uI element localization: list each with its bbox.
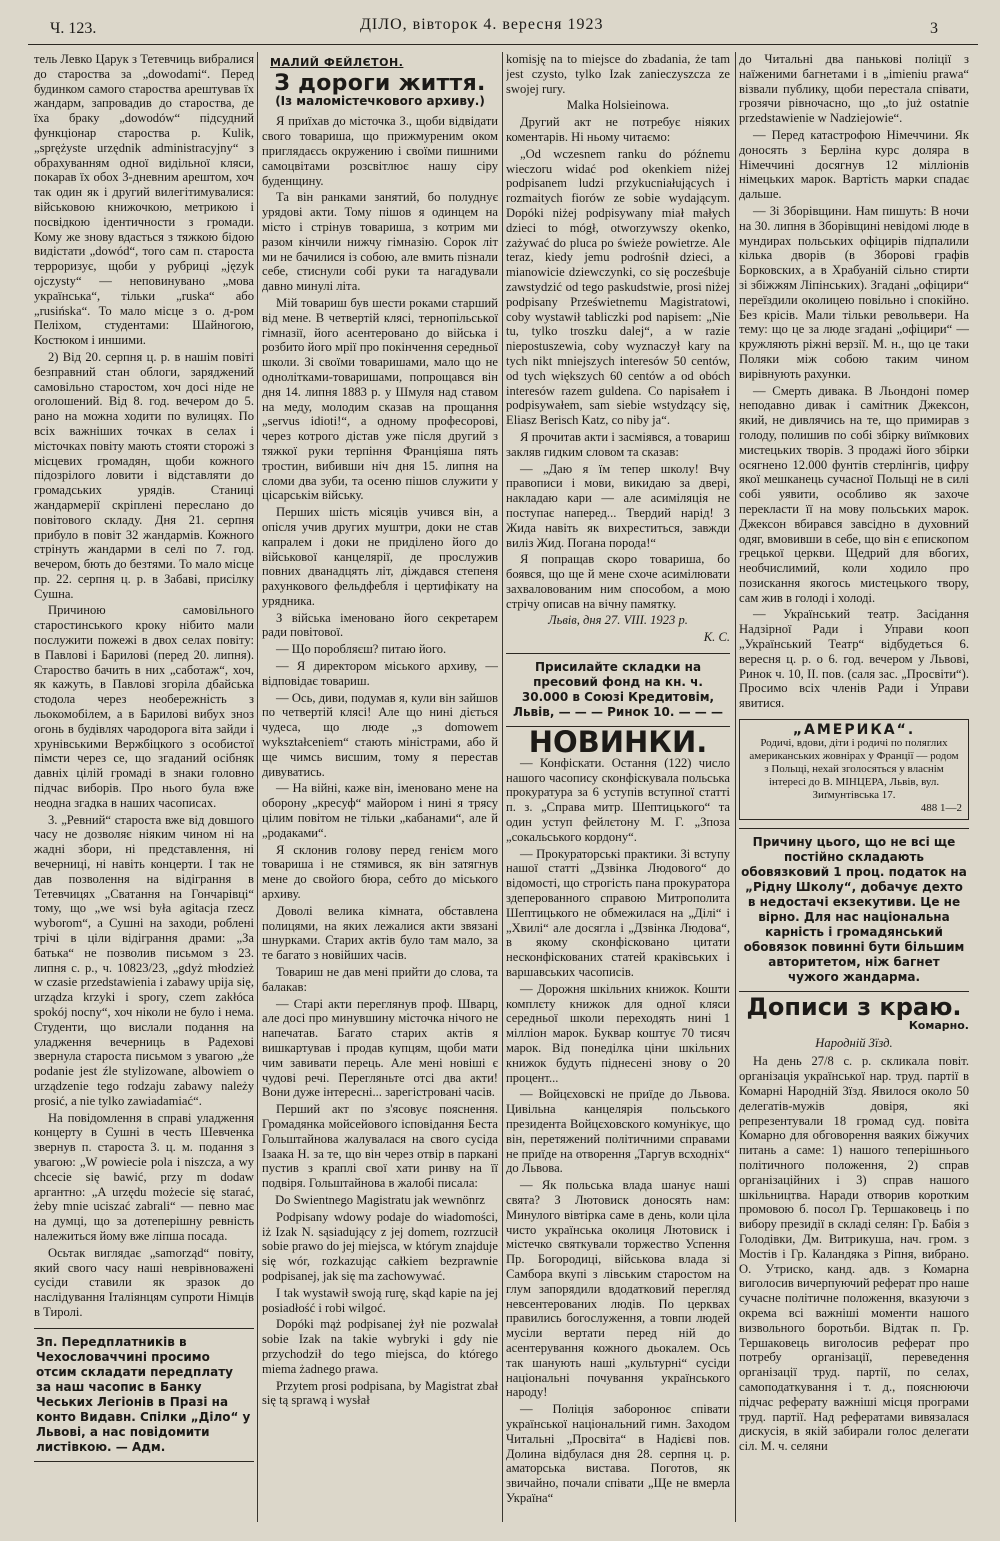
article-paragraph: — Що поробляєш? питаю його. xyxy=(276,642,447,657)
article-paragraph: Мій товариш був шести роками старший від мене. В четвертій клясі, тернопільської гімназії, його асентеровано до війська і розбито його мрії про покінчення середньої школи. Зі своїми товаришами, мало що не однолітками-товаришами, попрощався він дня 14. липня 1883 р. у Шмуля над ставом на меду, молодим сказав на прощання „servus idioti!“, а одному професорові, через котрого дістав уже після другий з тяжкої руки терпіння Франціяша пять тростин, вибивши ніч дня 15. липня на сломи два зуби, та осеню пішов служити у цісарськім війську. xyxy=(262,295,498,503)
article-paragraph: Перших шість місяців учився він, а опісля учив других муштри, доки не став капралем і доки не приділено його до військової канцелярії, де прослужив повних дванадцять літ, діждався степеня рахункового фельдфебля і цертифікату на урядника. xyxy=(262,505,498,608)
letter-address: Do Swientnego Magistratu jak wewnönrz xyxy=(275,1192,485,1207)
article-paragraph: Та він ранками занятий, бо полуднує урядові акти. Тому пішов я одинцем на місто і стрінув товариша, з котрим ми разом кінчили нижчу гімназію. Сорок літ ми не бачилися із собою, але вмить пізнали себе, стиснули собі руки та нагадували давно минулі літа. xyxy=(262,190,498,294)
advertisement-america xyxy=(739,719,969,820)
article-paragraph: до Читальні два панькові поліції з наїженими багнетами і в „imieniu prawa“ візвали публику, щоби перестала співати, грозячи рівночасно, що „to już ostatnie przedstawienie w Nadziejowie“. xyxy=(739,52,969,126)
article-paragraph: — Ось, диви, подумав я, кули він зайшов по четвертій клясі! Але що нині діється чудеса, що люде „з domowem wykształceniem“ стають міністрами, або й ще чимсь висшим, тому я перестав дивуватись. xyxy=(262,690,498,779)
column-1 xyxy=(34,52,254,1522)
article-paragraph: komisję na to miejsce do zbadania, że tam jest czysto, tylko Izak zanieczyszcza ze swojej rury. xyxy=(506,52,730,96)
article-paragraph: Доволі велика кімната, обставлена полицями, на яких лежалися акти звязані шнурками. Старих актів було там мало, за те багато з новійших часів. xyxy=(262,903,498,963)
news-item: — Войцєховскі не приїде до Львова. Цивільна канцелярія польського президента Войцєховского комунікує, що він, перетяжений політичними справами не приїде на отворення „Таргув всходніх“ до Львова. xyxy=(506,1087,730,1176)
news-item: — Конфіскати. Остання (122) число нашого часопису сконфіскувала польська прокуратура за 6 уступів вступної статті п. з. „Справа митр. Шептицького“ та один уступ фейлєтону М. Г. „Зпоза „сокальського кордону“. xyxy=(506,755,730,844)
column-2 xyxy=(262,52,498,1522)
article-paragraph: „Od wczesnem ranku do późnemu wieczoru widać pod okenkiem niżej podpisanem ludzi przykucniałujących i rozmaitych fiorów ze sobie wydającym. Dopóki niżej podpisywany miał małych dzieci to mógł, otworzywszy okenko, zażywać do pluca po świeże powietrze. Ale teraz, kiedy jemu podrośnił dzieci, а mianowicie dziewczynki, co się pocześbuje zawstydzić od tego paskudstwie, prosi niżej podpisany Prześwietnemu Magistratowi, coby wystawił tabliczki pod napisem: „Nie tu, tylko troszku dalej“, а w razie niepostuszewia, coby wyznaczył kary na tych nikt mniejszych interesów 50 centów, od tych większych 60 centów а od obóch interesów razem guldena. Co napisałem i podpisywałem, sam siebie wstydzący się, Eliasz Berisch Katz, со niby ja“. xyxy=(506,146,730,428)
news-item: — Поліція заборонює співати української національний гимн. Заходом Читальні „Просвіта“ в Надієві пов. Долина відбулася дня 28. серпня ц. р. аматорська вистава. Поготов, як звичайно, почали співати „Ще не вмерла Україна“ xyxy=(506,1402,730,1505)
column-divider xyxy=(502,52,503,1522)
subscriber-notice: Зп. Передплатників в Чехословаччині просимо отсим складати передплату за наш часопис в Банку Чеських Легіонів в Празі на конто Видавн. Спілки „Діло“ у Львові, а нас повідомити листівкою. — Адм. xyxy=(34,1328,254,1462)
ad-code: 488 1—2 xyxy=(920,802,962,815)
article-paragraph: Товариш не дав мені прийти до слова, та балакав: xyxy=(262,965,498,994)
article-paragraph: Причиною самовільного старостинського кроку нібито мали послужити пожежі в двох селах повіту: в Павлові і Барилові (перед 20. липня). Староство бачить в них „саботаж“, хоч, як кажуть, в Павлові згоріла дбайська стодола через необережність з льокомобілем, а в Барилові вибух зноз огонь в будівлях чародорога віта зайди і хрунівськими Вержбіцкого з особистої пімсти через се, що згаданий осібняк давніх цілій громаді в знаки головно підчас виборів. Про нього була вже неодна згадка в наших часописах. xyxy=(34,603,254,810)
article-paragraph: Осьтак виглядає „samorząd“ повіту, який свого часу наші неврівноважені сусіди ставили як зразок до наслідування Італіянцям супроти Німців в Тиролі. xyxy=(34,1245,254,1319)
dateline: Львів, дня 27. VIII. 1923 р. xyxy=(548,613,688,628)
article-paragraph: — Я директором міського архиву, — відповідає товариш. xyxy=(262,659,498,688)
article-paragraph: Я попращав скоро товариша, бо боявся, що ще й мене схоче асимілювати захваловованим ним способом, а мою стрічу описав на вічну памятку. xyxy=(506,552,730,611)
article-paragraph: На день 27/8 с. р. скликала повіт. організація української нар. труд. партії в Комарні Народній Зїзд. Явилося около 50 делегатів-мужів довіря, які репрезентували 18 громад суд. повіта Комарно для обговорення ваяких біжучих питань а саме: 1) нашого теперішнього політичного положення, 2) справ організаційних і 3) справ нашого шкільництва. Наради отворив коротким промовою б. посол Гр. Тершаковець і по вибору президії в складі селян: Гр. Бабія з Голодівки, Дм. Витрикуша, нач. гром. з Мостів і Гр. Каландяка з Ріпня, вибрано. О. Утриско, канд. адв. з Комарна виголосив вичерпуючий реферат про наше сучасне політичне положення, вказуючи з окрема всі важніші моменти нашого визвольного боротьби. Відтак п. Гр. Тершаковець виголосив реферат про потребу організації, переведення організації труд. партії, по селах, самоподаткування і т. д., пояснюючи підчас реферату важніші місця програми труд. партії. Над рефератами вивязалася дискусія, в якій забирали голос делегати сіл. М. ч. селяни xyxy=(739,1054,969,1454)
article-paragraph: Я прочитав акти і засміявся, а товариш закляв гидким словом та сказав: xyxy=(506,429,730,459)
page-header xyxy=(0,0,1000,48)
column-3 xyxy=(506,52,730,1522)
signature: К. С. xyxy=(703,630,730,645)
news-item: — Як польська влада шанує наші свята? З Лютовиск доносять нам: Минулого вівтірка саме в день, коли ціла чисто українська околиця Лютовиск і містечко святкували торжество Успення Пр. Богородиці, військова влада зі Самбора вкупі з лівським старостом на глум запорядили вдодатковий перегляд невсентерованих людів. По церквах правились богослуження, а товпи людей мусіли вертати перед ній до асентерування кожного дьокалем. Ось так шанують наші „культурні“ сусіди національні почування українського народу! xyxy=(506,1178,730,1400)
ad-title: „АМЕРИКА“. xyxy=(792,722,916,739)
correspondence-heading: Дописи з краю. xyxy=(746,993,962,1022)
article-paragraph: — Старі акти переглянув проф. Шварц, але досі про минувшину місточка нічого не напечатав. Багато старих актів я вишкартував і продав купцям, щоби мати чим завивати перець. Але мені новіші є чудові речі. Перегляньте отсі два акти! Вони дуже інтересні... зарегістровані часів. xyxy=(262,996,498,1100)
news-item: — Зі Зборівщини. Нам пишуть: В ночи на 30. липня в Зборівщині невідомі люде в мундирах польських офіцирів підпалили кілька дворів (в Зборові графів Борковских, а в Храбуаній сільно стирти зі збіжжям Ліпінських). Згадані „офіцири“ переїздили околицею повільно і спокійно. Без крісів. Мали тільки револьвери. На тему: що це за люде згадані „офіцири“ — кружляють ріжні верзії. М. н., що це таки Поляки між собою таким чином вирівнують рахунки. xyxy=(739,203,969,381)
column-4 xyxy=(739,52,969,1522)
news-item: — Прокураторські практики. Зі вступу нашої статті „Дзвінка Людового“ до відомості, що строгість пана прокуратора здеперованного справою Митрополита Шептицького не обмежилася на „Ділі“ і „Хвилі“ але досягла і „Дзвінка Людова“, в якому сконфісковано цитати несконфіскованих статей краківських і варшавських часописів. xyxy=(506,846,730,980)
article-paragraph: — „Даю я їм тепер школу! Вчу правописи і мови, викидаю за двері, накладаю кари — але асиміляція не поступає наперед... Твердий нарід! З Жида навіть як вихреститься, завжди виліз Жид. Погана порода!“ xyxy=(506,461,730,550)
article-paragraph: Podpisany wdowy podaje do wiadomości, iż Izak N. sąsiadujący z jej domem, rozrzucił sobie prawo do jej miejsca, w którym znajduje się wór, rozkazując całkiem bezprawnie podpisanej, jak się ma zachowywać. xyxy=(262,1209,498,1283)
column-divider xyxy=(257,52,258,1522)
article-paragraph: — На війні, каже він, іменовано мене на оборону „кресуф“ майором і нині я трясу цілим повітом не тільки „кабанами“, але й „родаками“. xyxy=(262,781,498,840)
article-paragraph: 2) Від 20. серпня ц. р. в нашім повіті безправний стан облоги, заряджений самовільно старостом, хоч досі ніде не оголошений. Від 8. год. вечером до 5. рано на можна ходити по вулицях. По всіх важніших точках в селах і місточках повіту мають стояти сторожі з місцевих громадян, щоби кожного підозрілого ловити і відставляти до громадських урядів. Станиці жандармерії скріплені переслано до повітового складу. Дня 21. серпня прибуло в повіт 32 жандармів. Кожного стрінуть жандарми в селі по 7. год. вечером, бють до безтями. То мало місце пр. 22. серпня ц. р. в Забаві, присілку Сушна. xyxy=(34,349,254,601)
article-paragraph: Przytem prosi podpisana, by Magistrat zbał się tą sprawą i wysłał xyxy=(262,1378,498,1408)
feuilleton-title: З дороги життя. xyxy=(274,70,486,96)
news-item: — Український театр. Засідання Надзірної Ради і Управи кооп „Український Театр“ відбудеться 6. вересня ц. р. о 6. год. вечером у Львові, Ринок ч. 10, II. пов. (саля зас. „Просвіти“). Просимо всіх членів Ради і Управи явитися. xyxy=(739,607,969,711)
news-item: — Смерть дивака. В Льондоні помер неподавно дивак і самітник Джексон, який, не дивлячись на те, що примирав з голоду, полишив по собі збірку виїмкових мистецьких творів. З продажі його збірки осягнено 12.000 фунтів стерлінгів, цифру якої мешканець сучасної Польщі не в силі собі уявити, особливо як захоче перекласти її на мову польських марок. Джексон вбирався завсідно в духовний одяг, вмовивши в себе, що він є епископом грецької церкви. Щедрий для вбогих, необчислимий, коли ходило про позискання якогось мистецького твору, сам жив в голоді і холоді. xyxy=(739,383,969,605)
press-fund-box: Присилайте складки на пресовий фонд на кн. ч. 30.000 в Союзі Кредитовім, Львів, — — — Ринок 10. — — — xyxy=(506,653,730,727)
article-paragraph: З війська іменовано його секретарем ради повітової. xyxy=(262,610,498,640)
signature: Malka Holsieinowa. xyxy=(566,98,670,113)
ad-body: Родичі, вдови, діти і родичі по поляглих американських жовнірах у Франції — родом з Польщі, нехай зголосяться у власнім інтересі до В. МІНЦЕРА, Львів, вул. Зиґмунтівська 17. xyxy=(749,737,959,802)
header-rule xyxy=(28,44,978,45)
article-paragraph: 3. „Ревний“ староста вже від довшого часу не дозволяє ніяким чином ні на жадні збори, ні представлення, ні вечерниці, ні навіть концерти. І так не дав позволення на відіграння в Тетевчицях „Сватання на Гончарівці“ тому, що „we wsi była agitacja rzecz wyborom“, а Сушні на заходи, роблені трічі в ціли відіграння драми: „За батька“ не позволив письмом з 23. липня с. р., ч. 10823/23, „gdyż młodzież w czasie przedstawienia i zabawy upija się, urządza krzyki i spory, czem zakłóca spokój nocny“, хоч ніколи не було і нема. Студенти, що вислали подання на уладження вечерниць в Радехові звернула староста письмом з увагою „że podanie jest źle stylizowane, albowiem o urządzenie tego rodzaju zabawy należy prosić, a nie tylko zawiadamiać“. xyxy=(34,812,254,1108)
feuilleton-subtitle: (Із маломістечкового архиву.) xyxy=(275,93,485,108)
article-paragraph: Я приїхав до місточка З., щоби відвідати свого товариша, що прижмуреним оком приглядаєсь окружению і своїми пишними самоцвітами розсвітлює нашу сіру буденщину. xyxy=(262,114,498,188)
masthead-date: ДІЛО, вівторок 4. вересня 1923 xyxy=(360,16,604,33)
article-paragraph: Я склонив голову перед генієм мого товариша і не стямився, як він затягнув мене до свойого бюра, себто до міського архиву. xyxy=(262,842,498,902)
page-number: 3 xyxy=(930,20,938,37)
article-paragraph: Dopóki mąż podpisanej żył nie pozwalał sobie Izak na takie wybryki i gdy nie przychodził do tego miejsca, do którego miema żadnego prawa. xyxy=(262,1317,498,1376)
section-heading: МАЛИЙ ФЕЙЛЄТОН. xyxy=(270,56,404,69)
news-item: — Дорожня шкільних книжок. Кошти комплєту книжок для одної кляси середньої школи переходять нині 1 мілліон марок. Буквар коштує 70 тисяч марок. Від понеділка ціни шкільних книжок будуть піднесені знову о 20 процент... xyxy=(506,981,730,1085)
news-heading: НОВИНКИ. xyxy=(528,725,708,760)
article-paragraph: I tak wystawił swoją rurę, skąd kapie na jej posiadłość i robi wilgoć. xyxy=(262,1285,498,1315)
issue-number: Ч. 123. xyxy=(50,20,97,37)
article-paragraph: Другий акт не потребує ніяких коментарів. Ні ньому читаємо: xyxy=(506,115,730,144)
article-paragraph: тель Левко Царук з Тетевчиць вибралися до староства за „dowodami“. Перед будинком самого староства арештував їх жандарм, запровадив до староства, де їха браку „dowodów“ підсудний функціонар староства p. Kulik, „sprężyste urzędnik administracyjny“ з обрахуванням одної видільної кляси, покарав їх обох 3-дневним арештом, хоч так один як і другий вилегітимувалися: військовою книжочкою, метрикою і посвідкою ідентичности з громади. Кому же знову вдасться з тяжкою бідою видістати „dowód“, того сам п. староста терроризує, щоби у рубриці „język ojczysty“ — неповинувано „мова українська“, тільки „ruska“ або „rusińska“. То мало місце з о. д-ром Пеліхом, студентами: Шайногою, Костюком і иншими. xyxy=(34,52,254,348)
place-heading: Комарно. xyxy=(908,1018,969,1032)
article-paragraph: На повідомлення в справі уладження концерту в Сушні в честь Шевченка звернув п. староста 3. ц. м. подання з увагою: „W powiecie pola i niszcza, a wy chcecie się bawić, przy m dodaw аргантно: „A urzędu możecie się starać, żeby mnie uciszać zabrali“ — певно має на думці, що за дотеперішну ревність належиться йому вже ліпша посада. xyxy=(34,1110,254,1243)
ridna-shkola-box: Причину цього, що не всі ще постійно складають обовязковий 1 проц. податок на „Рідну Школу“, добачує дехто в недостачі екзекутиви. Це не вірно. Для нас національна карність і громадянський обовязок повинні бути більшим авторитетом, ніж багнет чужого жандарма. xyxy=(739,828,969,992)
news-item: — Перед катастрофою Німеччини. Як доносять з Берліна курс доляра в Німеччині досягнув 12 мілліонів німецьких марок. Вартість марки спадає дальше. xyxy=(739,127,969,202)
article-paragraph: Перший акт по з'ясовує пояснення. Громадянка мойсейового ісповідання Беста Гольштайнова жалувалася на свого сусіда Ізаака Н. за те, що він через отвір в паркані пустив з краплі свої хати ринву на її подвіря. Гольштайнова в жалобі писала: xyxy=(262,1102,498,1191)
event-heading: Народній Зїзд. xyxy=(815,1035,893,1050)
column-divider xyxy=(735,52,736,1522)
